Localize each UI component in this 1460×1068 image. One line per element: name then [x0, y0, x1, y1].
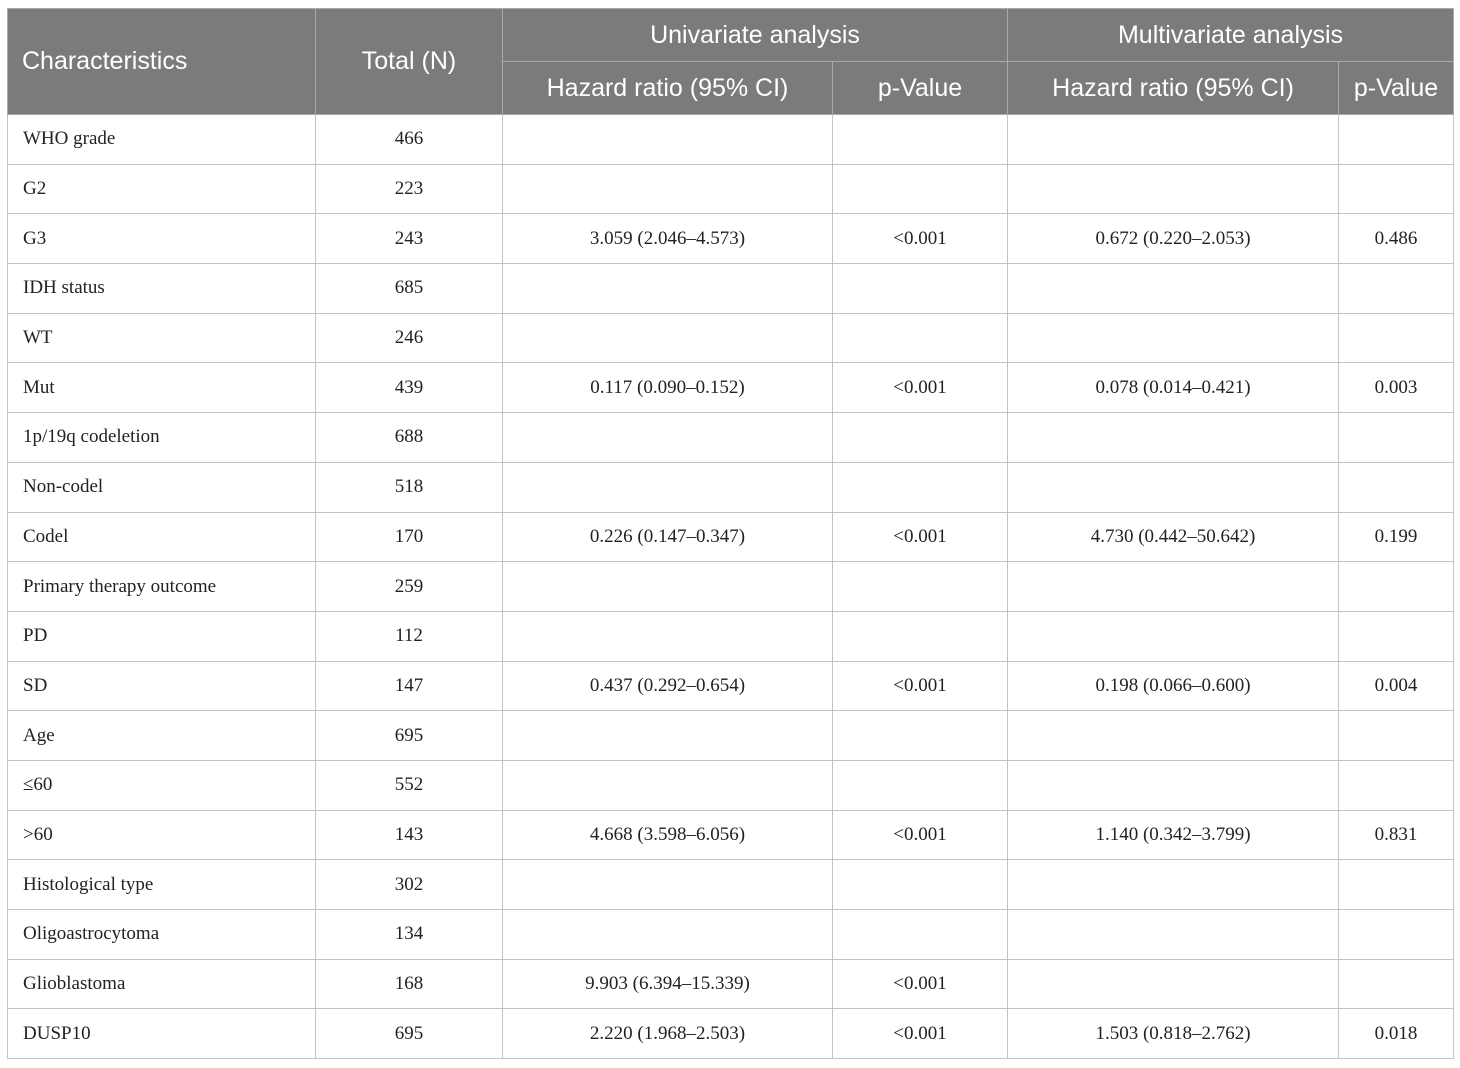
cell-univariate-hazard-ratio: [503, 760, 833, 810]
table-row: [8, 164, 1454, 214]
cell-characteristic: Oligoastrocytoma: [8, 910, 316, 960]
cell-multivariate-p-value: [1339, 313, 1454, 363]
cell-multivariate-hazard-ratio: [1008, 910, 1339, 960]
table-row: [8, 562, 1454, 612]
cell-univariate-hazard-ratio: [503, 562, 833, 612]
cell-total: 688: [316, 413, 503, 463]
cell-total: 259: [316, 562, 503, 612]
cell-univariate-p-value: <0.001: [833, 810, 1008, 860]
table-row: [8, 413, 1454, 463]
cell-total: 134: [316, 910, 503, 960]
cell-characteristic: 1p/19q codeletion: [8, 413, 316, 463]
cell-multivariate-p-value: [1339, 562, 1454, 612]
table-header: [8, 9, 1454, 115]
table-row: [8, 214, 1454, 264]
cell-characteristic: WHO grade: [8, 115, 316, 165]
header-multivariate: Multivariate analysis: [1008, 9, 1454, 62]
cell-total: 112: [316, 611, 503, 661]
header-multivariate-hazard-ratio: Hazard ratio (95% CI): [1008, 62, 1339, 115]
cell-univariate-p-value: [833, 313, 1008, 363]
cell-characteristic: Histological type: [8, 860, 316, 910]
cell-univariate-hazard-ratio: [503, 413, 833, 463]
cell-multivariate-hazard-ratio: 0.672 (0.220–2.053): [1008, 214, 1339, 264]
cell-univariate-hazard-ratio: [503, 164, 833, 214]
cell-multivariate-p-value: [1339, 611, 1454, 661]
cell-total: 695: [316, 1009, 503, 1059]
cell-multivariate-p-value: [1339, 860, 1454, 910]
cell-total: 246: [316, 313, 503, 363]
cell-univariate-p-value: [833, 562, 1008, 612]
cell-multivariate-p-value: [1339, 462, 1454, 512]
table-row: [8, 910, 1454, 960]
cell-multivariate-hazard-ratio: [1008, 611, 1339, 661]
cell-characteristic: Mut: [8, 363, 316, 413]
cell-characteristic: Primary therapy outcome: [8, 562, 316, 612]
cell-univariate-hazard-ratio: [503, 313, 833, 363]
table-row: [8, 115, 1454, 165]
cell-multivariate-hazard-ratio: [1008, 115, 1339, 165]
cell-multivariate-hazard-ratio: [1008, 959, 1339, 1009]
cell-characteristic: ≤60: [8, 760, 316, 810]
cell-characteristic: >60: [8, 810, 316, 860]
cell-univariate-hazard-ratio: 3.059 (2.046–4.573): [503, 214, 833, 264]
cell-univariate-hazard-ratio: 2.220 (1.968–2.503): [503, 1009, 833, 1059]
cell-multivariate-hazard-ratio: 0.198 (0.066–0.600): [1008, 661, 1339, 711]
cell-univariate-hazard-ratio: 0.226 (0.147–0.347): [503, 512, 833, 562]
cell-multivariate-p-value: [1339, 711, 1454, 761]
cell-multivariate-hazard-ratio: [1008, 313, 1339, 363]
table-row: [8, 1009, 1454, 1059]
cell-multivariate-p-value: 0.004: [1339, 661, 1454, 711]
cell-total: 168: [316, 959, 503, 1009]
cell-univariate-p-value: <0.001: [833, 363, 1008, 413]
cell-multivariate-p-value: [1339, 164, 1454, 214]
cell-univariate-p-value: [833, 611, 1008, 661]
cell-total: 143: [316, 810, 503, 860]
table-row: [8, 611, 1454, 661]
cell-univariate-p-value: <0.001: [833, 214, 1008, 264]
cell-total: 147: [316, 661, 503, 711]
cell-characteristic: G3: [8, 214, 316, 264]
cell-univariate-hazard-ratio: [503, 860, 833, 910]
cell-univariate-p-value: <0.001: [833, 661, 1008, 711]
cell-total: 439: [316, 363, 503, 413]
cell-univariate-p-value: <0.001: [833, 1009, 1008, 1059]
cell-multivariate-p-value: 0.018: [1339, 1009, 1454, 1059]
cell-univariate-hazard-ratio: 9.903 (6.394–15.339): [503, 959, 833, 1009]
cell-characteristic: Age: [8, 711, 316, 761]
cell-characteristic: Glioblastoma: [8, 959, 316, 1009]
cell-univariate-p-value: [833, 462, 1008, 512]
cell-multivariate-p-value: 0.199: [1339, 512, 1454, 562]
cell-univariate-p-value: [833, 413, 1008, 463]
cell-multivariate-p-value: 0.831: [1339, 810, 1454, 860]
cell-multivariate-hazard-ratio: [1008, 711, 1339, 761]
table-row: [8, 264, 1454, 314]
cell-multivariate-hazard-ratio: [1008, 760, 1339, 810]
table-row: [8, 860, 1454, 910]
cell-multivariate-hazard-ratio: 0.078 (0.014–0.421): [1008, 363, 1339, 413]
cell-univariate-hazard-ratio: 4.668 (3.598–6.056): [503, 810, 833, 860]
table-row: [8, 760, 1454, 810]
cell-univariate-p-value: [833, 860, 1008, 910]
cell-multivariate-p-value: 0.486: [1339, 214, 1454, 264]
cell-characteristic: Non-codel: [8, 462, 316, 512]
cell-univariate-p-value: [833, 264, 1008, 314]
cell-univariate-p-value: [833, 910, 1008, 960]
cell-multivariate-p-value: [1339, 115, 1454, 165]
cell-multivariate-hazard-ratio: [1008, 164, 1339, 214]
cell-univariate-hazard-ratio: [503, 611, 833, 661]
cell-univariate-hazard-ratio: [503, 115, 833, 165]
cell-univariate-hazard-ratio: [503, 462, 833, 512]
header-univariate-hazard-ratio: Hazard ratio (95% CI): [503, 62, 833, 115]
cell-multivariate-p-value: [1339, 413, 1454, 463]
cell-multivariate-p-value: [1339, 760, 1454, 810]
cell-total: 243: [316, 214, 503, 264]
cell-univariate-hazard-ratio: 0.437 (0.292–0.654): [503, 661, 833, 711]
cell-univariate-hazard-ratio: [503, 711, 833, 761]
cell-univariate-p-value: [833, 115, 1008, 165]
cell-multivariate-hazard-ratio: [1008, 562, 1339, 612]
cell-total: 695: [316, 711, 503, 761]
header-total: Total (N): [316, 9, 503, 115]
table-row: [8, 363, 1454, 413]
cell-characteristic: PD: [8, 611, 316, 661]
cell-multivariate-p-value: [1339, 959, 1454, 1009]
cell-total: 685: [316, 264, 503, 314]
cell-multivariate-hazard-ratio: 1.140 (0.342–3.799): [1008, 810, 1339, 860]
cell-multivariate-hazard-ratio: 1.503 (0.818–2.762): [1008, 1009, 1339, 1059]
cell-total: 223: [316, 164, 503, 214]
cell-univariate-p-value: <0.001: [833, 512, 1008, 562]
cell-multivariate-p-value: 0.003: [1339, 363, 1454, 413]
table-row: [8, 711, 1454, 761]
cell-total: 552: [316, 760, 503, 810]
cell-characteristic: IDH status: [8, 264, 316, 314]
cell-total: 466: [316, 115, 503, 165]
table-row: [8, 512, 1454, 562]
cell-multivariate-p-value: [1339, 264, 1454, 314]
table-row: [8, 313, 1454, 363]
cell-multivariate-p-value: [1339, 910, 1454, 960]
cell-characteristic: Codel: [8, 512, 316, 562]
header-univariate-p-value: p-Value: [833, 62, 1008, 115]
cell-characteristic: WT: [8, 313, 316, 363]
cell-characteristic: G2: [8, 164, 316, 214]
cell-total: 170: [316, 512, 503, 562]
cell-univariate-hazard-ratio: [503, 910, 833, 960]
cell-univariate-hazard-ratio: [503, 264, 833, 314]
table-row: [8, 959, 1454, 1009]
cell-multivariate-hazard-ratio: [1008, 462, 1339, 512]
cell-univariate-p-value: [833, 164, 1008, 214]
header-univariate: Univariate analysis: [503, 9, 1008, 62]
table-row: [8, 810, 1454, 860]
header-characteristics: Characteristics: [8, 9, 316, 115]
cell-multivariate-hazard-ratio: [1008, 264, 1339, 314]
cell-multivariate-hazard-ratio: 4.730 (0.442–50.642): [1008, 512, 1339, 562]
table-body: [8, 115, 1454, 1059]
table-row: [8, 462, 1454, 512]
cell-univariate-hazard-ratio: 0.117 (0.090–0.152): [503, 363, 833, 413]
cell-univariate-p-value: <0.001: [833, 959, 1008, 1009]
cox-regression-table: [7, 8, 1454, 1059]
cell-total: 518: [316, 462, 503, 512]
cell-univariate-p-value: [833, 760, 1008, 810]
cell-characteristic: SD: [8, 661, 316, 711]
table-row: [8, 661, 1454, 711]
cell-characteristic: DUSP10: [8, 1009, 316, 1059]
cell-multivariate-hazard-ratio: [1008, 860, 1339, 910]
cell-univariate-p-value: [833, 711, 1008, 761]
cell-total: 302: [316, 860, 503, 910]
cell-multivariate-hazard-ratio: [1008, 413, 1339, 463]
header-multivariate-p-value: p-Value: [1339, 62, 1454, 115]
